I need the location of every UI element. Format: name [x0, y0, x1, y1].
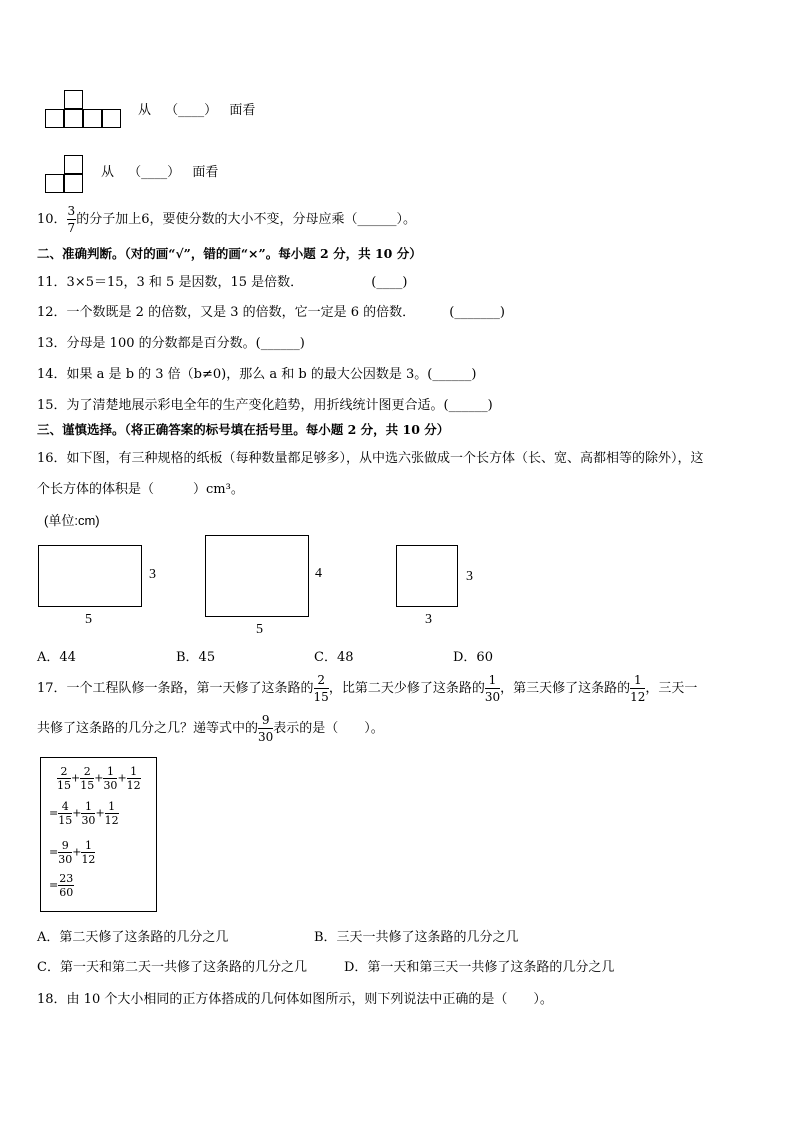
question-18: 18．由 10 个大小相同的正方体搭成的几何体如图所示，则下列说法中正确的是（ ）。	[37, 992, 553, 1007]
height-label: 4	[315, 566, 322, 581]
figure-square	[45, 109, 64, 128]
height-label: 3	[466, 569, 473, 584]
view-prefix: 从	[138, 103, 152, 118]
fraction: $\frac{9}{30}$	[258, 713, 274, 744]
fraction: $\frac{2}{15}$	[313, 673, 329, 704]
question-text: 12．一个数既是 2 的倍数，又是 3 的倍数，它一定是 6 的倍数．	[37, 305, 416, 320]
question-16-line-2: 个长方体的体积是（ ）cm³。	[37, 482, 244, 497]
equation-line-3: = $\frac{9}{30}$ + $\frac{1}{12}$	[49, 839, 96, 866]
view-question-1	[138, 99, 255, 118]
option-b[interactable]: B．三天一共修了这条路的几分之几	[314, 930, 519, 945]
question-11	[37, 271, 407, 290]
option-c[interactable]: C．第一天和第二天一共修了这条路的几分之几	[37, 960, 307, 975]
figure-square	[45, 174, 64, 193]
section-2-heading: 二、准确判断。（对的画“√”，错的画“×”。每小题 2 分，共 10 分）	[37, 246, 422, 261]
unit-label: (单位:cm)	[44, 513, 100, 528]
option-b[interactable]: B．45	[176, 650, 216, 665]
question-13: 13．分母是 100 的分数都是百分数。(______)	[37, 336, 305, 351]
question-text: 11．3×5＝15，3 和 5 是因数，15 是倍数．	[37, 275, 304, 290]
equation-box	[40, 757, 157, 912]
answer-blank[interactable]: (____)	[371, 275, 408, 290]
question-number: 10．	[37, 212, 67, 227]
figure-square	[64, 90, 83, 109]
width-label: 5	[85, 612, 92, 627]
question-16-line-1: 16．如下图，有三种规格的纸板（每种数量都足够多），从中选六张做成一个长方体（长、宽、高都相等的除外），这	[37, 451, 704, 466]
section-3-heading: 三、谨慎选择。（将正确答案的标号填在括号里。每小题 2 分，共 10 分）	[37, 422, 450, 437]
fraction: $\frac{1}{30}$	[484, 673, 501, 704]
question-10	[37, 205, 416, 235]
option-a[interactable]: A．44	[37, 650, 76, 665]
cardboard-rect	[396, 545, 458, 607]
answer-blank[interactable]: (_______)	[449, 305, 505, 320]
figure-square	[64, 155, 83, 174]
question-17-line-2: 共修了这条路的几分之几？递等式中的 $\frac{9}{30}$ 表示的是（ ）。	[37, 713, 384, 744]
question-text: 的分子加上6，要使分数的大小不变，分母应乘（______）。	[76, 212, 416, 227]
figure-square	[64, 109, 83, 128]
question-17-line-1: 17．一个工程队修一条路，第一天修了这条路的 $\frac{2}{15}$ ，比第二天少修了这条路的 $\frac{1}{30}$ ，第三天修了这条路的 $\frac{1}{12}$ ，三天一	[37, 673, 698, 704]
question-15: 15．为了清楚地展示彩电全年的生产变化趋势，用折线统计图更合适。(______)	[37, 398, 493, 413]
answer-blank[interactable]: （____）	[165, 103, 218, 118]
fraction: $\frac{3}{7}$	[67, 204, 76, 235]
fraction: $\frac{1}{12}$	[630, 673, 646, 704]
view-prefix: 从	[101, 165, 115, 180]
height-label: 3	[149, 567, 156, 582]
answer-blank[interactable]: （____）	[128, 165, 181, 180]
view-suffix: 面看	[192, 165, 219, 180]
cardboard-rect	[205, 535, 309, 617]
figure-square	[64, 174, 83, 193]
question-12	[37, 301, 505, 320]
option-a[interactable]: A．第二天修了这条路的几分之几	[37, 930, 229, 945]
equation-line-1: $\frac{2}{15}$ + $\frac{2}{15}$ + $\frac{1}{30}$ + $\frac{1}{12}$	[57, 765, 141, 792]
figure-square	[102, 109, 121, 128]
width-label: 3	[425, 612, 432, 627]
cardboard-rect	[38, 545, 142, 607]
view-suffix: 面看	[229, 103, 256, 118]
option-c[interactable]: C．48	[314, 650, 354, 665]
question-14: 14．如果 a 是 b 的 3 倍（b≠0)，那么 a 和 b 的最大公因数是 3。(______)	[37, 367, 477, 382]
width-label: 5	[256, 622, 263, 637]
figure-square	[83, 109, 102, 128]
equation-line-2: = $\frac{4}{15}$ + $\frac{1}{30}$ + $\frac{1}{12}$	[49, 800, 119, 827]
option-d[interactable]: D．60	[453, 650, 493, 665]
view-question-2	[101, 161, 218, 180]
option-d[interactable]: D．第一天和第三天一共修了这条路的几分之几	[344, 960, 615, 975]
equation-line-4: = $\frac{23}{60}$	[49, 872, 74, 899]
